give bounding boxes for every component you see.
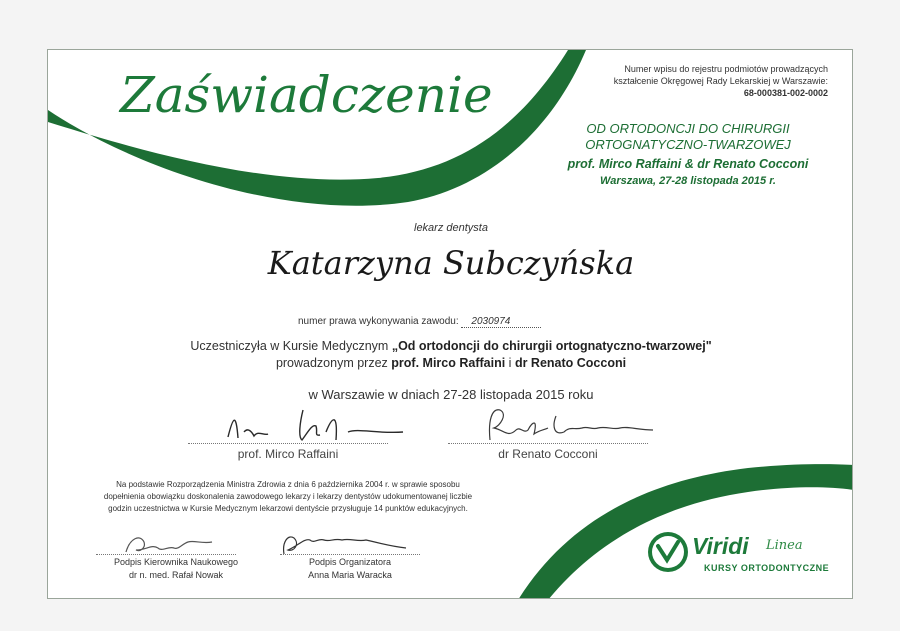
certificate-title: Zaświadczenie [120, 66, 493, 124]
lecturer-1: prof. Mirco Raffaini [391, 356, 506, 370]
logo-word: Viridi [692, 533, 749, 559]
course-name: „Od ortodoncji do chirurgii ortognatyczno-twarzowej" [391, 339, 712, 353]
description-led-by: prowadzonym przez [275, 356, 388, 370]
course-header [538, 121, 838, 187]
signature-name-right: dr Renato Cocconi [498, 447, 598, 461]
signature-line-left [188, 442, 388, 444]
viridi-logo [646, 530, 846, 580]
course-title-line-2: ORTOGNATYCZNO-TWARZOWEJ [585, 137, 791, 152]
signature-cocconi [478, 400, 658, 445]
legal-line-2: dopełnienia obowiązku doskonalenia zawodowego lekarzy i lekarzy dentystów udokumentowanej liczbie [103, 492, 473, 501]
organizer-label: Podpis Organizatora [308, 557, 392, 567]
signature-raffaini [208, 402, 408, 447]
registry-number: 68-000381-002-0002 [743, 88, 828, 98]
signature-line-organizer [280, 553, 420, 555]
scientific-name: dr n. med. Rafał Nowak [128, 570, 224, 580]
registry-line-1: Numer wpisu do rejestru podmiotów prowadzących [624, 64, 828, 74]
logo-subtitle: KURSY ORTODONTYCZNE [704, 563, 830, 573]
course-description [48, 338, 853, 372]
signature-name-left: prof. Mirco Raffaini [237, 447, 339, 461]
license-label: numer prawa wykonywania zawodu: [298, 316, 459, 327]
lecturer-connector: i [508, 356, 512, 370]
course-title-line-1: OD ORTODONCJI DO CHIRURGII [586, 121, 790, 136]
license-row [298, 316, 658, 328]
profession: lekarz dentysta [414, 222, 488, 234]
legal-line-3: godzin uczestnictwa w Kursie Medycznym lekarzowi dentyście przysługuje 14 punktów edukacyjnych. [108, 504, 468, 513]
organizer-signature-block [270, 556, 430, 582]
legal-line-1: Na podstawie Rozporządzenia Ministra Zdrowia z dnia 6 października 2004 r. w sprawie sposobu [116, 480, 460, 489]
viridi-logo-icon [646, 530, 690, 574]
organizer-name: Anna Maria Waracka [308, 570, 392, 580]
registry-info [588, 63, 828, 99]
signature-line-scientific [96, 553, 236, 555]
legal-notice [68, 479, 508, 515]
course-lecturers: prof. Mirco Raffaini & dr Renato Cocconi [567, 157, 809, 171]
participant-name: Katarzyna Subczyńska [267, 244, 635, 282]
scientific-signature-block [96, 556, 256, 582]
scientific-label: Podpis Kierownika Naukowego [113, 557, 239, 567]
description-prefix: Uczestniczyła w Kursie Medycznym [190, 339, 389, 353]
license-number: 2030974 [461, 316, 541, 328]
logo-script: Linea [766, 538, 803, 553]
course-place-date: Warszawa, 27-28 listopada 2015 r. [600, 175, 776, 187]
certificate-sheet [47, 49, 853, 599]
signature-line-right [448, 442, 648, 444]
lecturer-2: dr Renato Cocconi [514, 356, 627, 370]
course-dates: w Warszawie w dniach 27-28 listopada 2015 roku [308, 387, 594, 402]
registry-line-2: kształcenie Okręgowej Rady Lekarskiej w Warszawie: [613, 76, 828, 86]
